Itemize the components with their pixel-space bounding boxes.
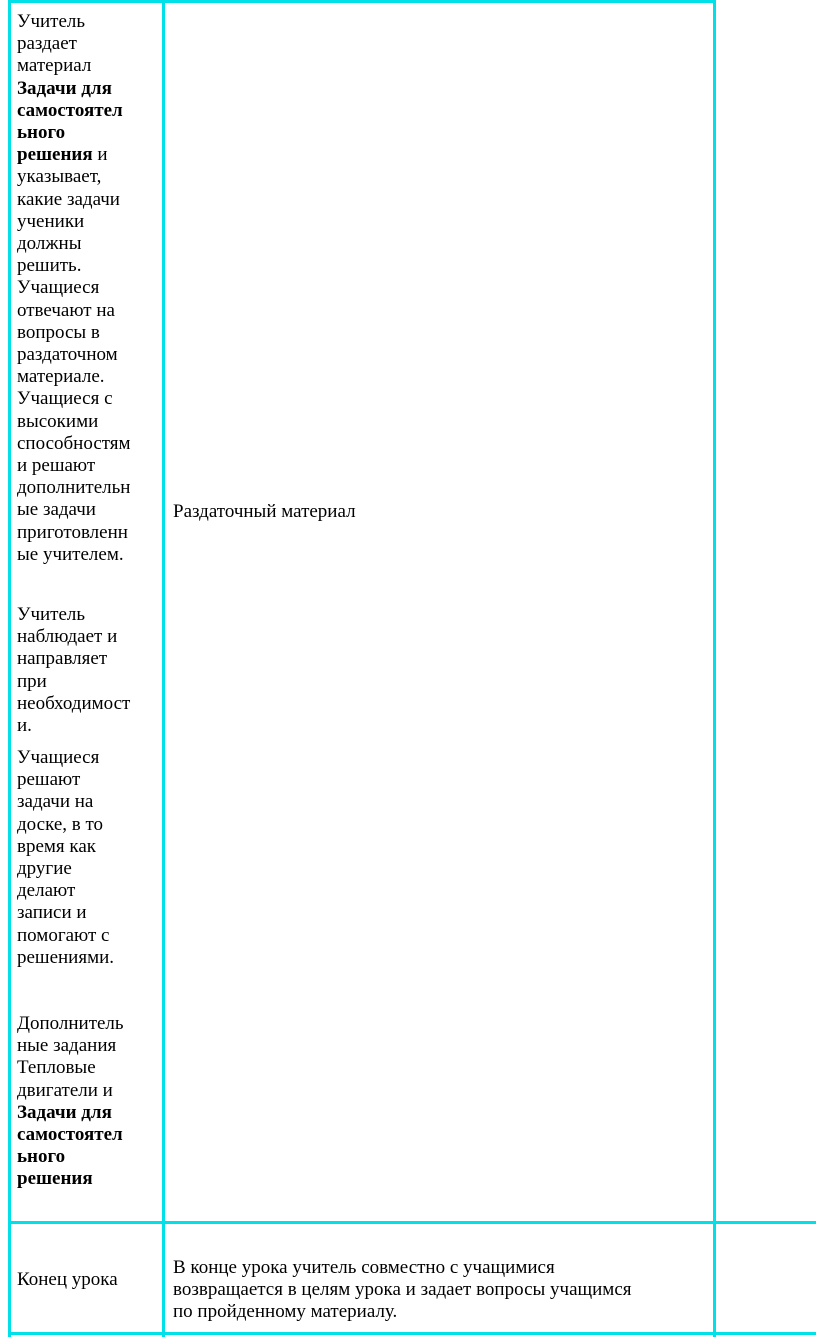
p2-line: Учитель xyxy=(17,604,86,625)
p3-line: доске, в то xyxy=(17,813,104,835)
p4-bold-line: решения xyxy=(17,1168,93,1190)
p3-line: Учащиеся xyxy=(17,747,100,768)
p3-line: время как xyxy=(17,835,97,857)
p1-bold-line: ьного xyxy=(17,122,66,144)
p4-bold-line: ьного xyxy=(17,1146,66,1168)
row2-stage-cell xyxy=(17,1269,162,1291)
row1-activity-cell-part2 xyxy=(17,604,162,737)
p1-bold-line: Задачи для xyxy=(17,77,112,99)
p4-line: ные задания xyxy=(17,1035,117,1057)
p3-line: делают xyxy=(17,880,76,902)
p1-line: решить. xyxy=(17,255,82,277)
p3-line: другие xyxy=(17,858,72,880)
p3-line: записи и xyxy=(17,902,87,924)
p2-line: и. xyxy=(17,715,32,737)
p1-line: высокими xyxy=(17,410,99,432)
p1-line: какие задачи xyxy=(17,188,120,210)
row1-activity-cell-part4 xyxy=(17,1013,162,1191)
p1-line: Учащиеся xyxy=(17,277,100,299)
table-border-top xyxy=(8,0,716,3)
activity-paragraph-4 xyxy=(17,1013,162,1191)
p2-line: направляет xyxy=(17,648,108,670)
p1-line: раздает xyxy=(17,33,77,55)
table-border-row-divider xyxy=(8,1221,816,1224)
p4-line: двигатели и xyxy=(17,1079,113,1101)
description-line: возвращается в целям урока и задает вопросы учащимся xyxy=(173,1279,632,1301)
p1-line: материал xyxy=(17,55,92,77)
p1-line: раздаточном xyxy=(17,344,118,366)
p1-line: способностям xyxy=(17,432,131,454)
p4-bold-line: самостоятел xyxy=(17,1124,123,1146)
description-line: В конце урока учитель совместно с учащимися xyxy=(173,1257,555,1278)
p4-bold-line: Задачи для xyxy=(17,1101,112,1123)
p3-line: решениями. xyxy=(17,946,115,968)
p1-bold-line: самостоятел xyxy=(17,99,123,121)
table-border-col2-col3 xyxy=(713,0,716,1337)
description-text xyxy=(173,1257,713,1324)
p1-line: материале. xyxy=(17,366,105,388)
p1-line: дополнительн xyxy=(17,477,131,499)
p3-line: решают xyxy=(17,769,81,791)
row2-description-cell xyxy=(173,1257,713,1324)
p1-line: и решают xyxy=(17,455,96,477)
p3-line: помогают с xyxy=(17,924,110,946)
p4-line: Тепловые xyxy=(17,1057,96,1079)
activity-paragraph-1 xyxy=(17,11,162,566)
p2-line: необходимост xyxy=(17,692,131,714)
p1-line: ые учителем. xyxy=(17,543,124,565)
p1-line: должны xyxy=(17,233,82,255)
row1-activity-cell xyxy=(17,11,162,566)
p1-line: Учащиеся с xyxy=(17,388,113,410)
p1-line: отвечают на xyxy=(17,299,115,321)
p1-line: ученики xyxy=(17,210,85,232)
p1-line: указывает, xyxy=(17,166,102,188)
p4-line: Дополнитель xyxy=(17,1013,124,1034)
p1-line: Учитель xyxy=(17,11,86,32)
p1-after-bold: и xyxy=(92,144,108,166)
table-border-bottom xyxy=(8,1332,816,1335)
row1-resources-cell xyxy=(173,501,713,523)
row1-activity-cell-part3 xyxy=(17,747,162,969)
stage-label: Конец урока xyxy=(17,1269,118,1290)
p2-line: при xyxy=(17,670,47,692)
table-border-col1-col2 xyxy=(162,0,165,1337)
resources-text: Раздаточный материал xyxy=(173,501,356,522)
p3-line: задачи на xyxy=(17,791,94,813)
p2-line: наблюдает и xyxy=(17,626,118,648)
table-border-left xyxy=(8,0,11,1337)
p1-line: вопросы в xyxy=(17,321,100,343)
activity-paragraph-3 xyxy=(17,747,162,969)
description-line: по пройденному материалу. xyxy=(173,1301,398,1323)
p1-line: ые задачи xyxy=(17,499,96,521)
activity-paragraph-2 xyxy=(17,604,162,737)
p1-bold-word: решения xyxy=(17,144,93,166)
p1-line: приготовленн xyxy=(17,521,128,543)
